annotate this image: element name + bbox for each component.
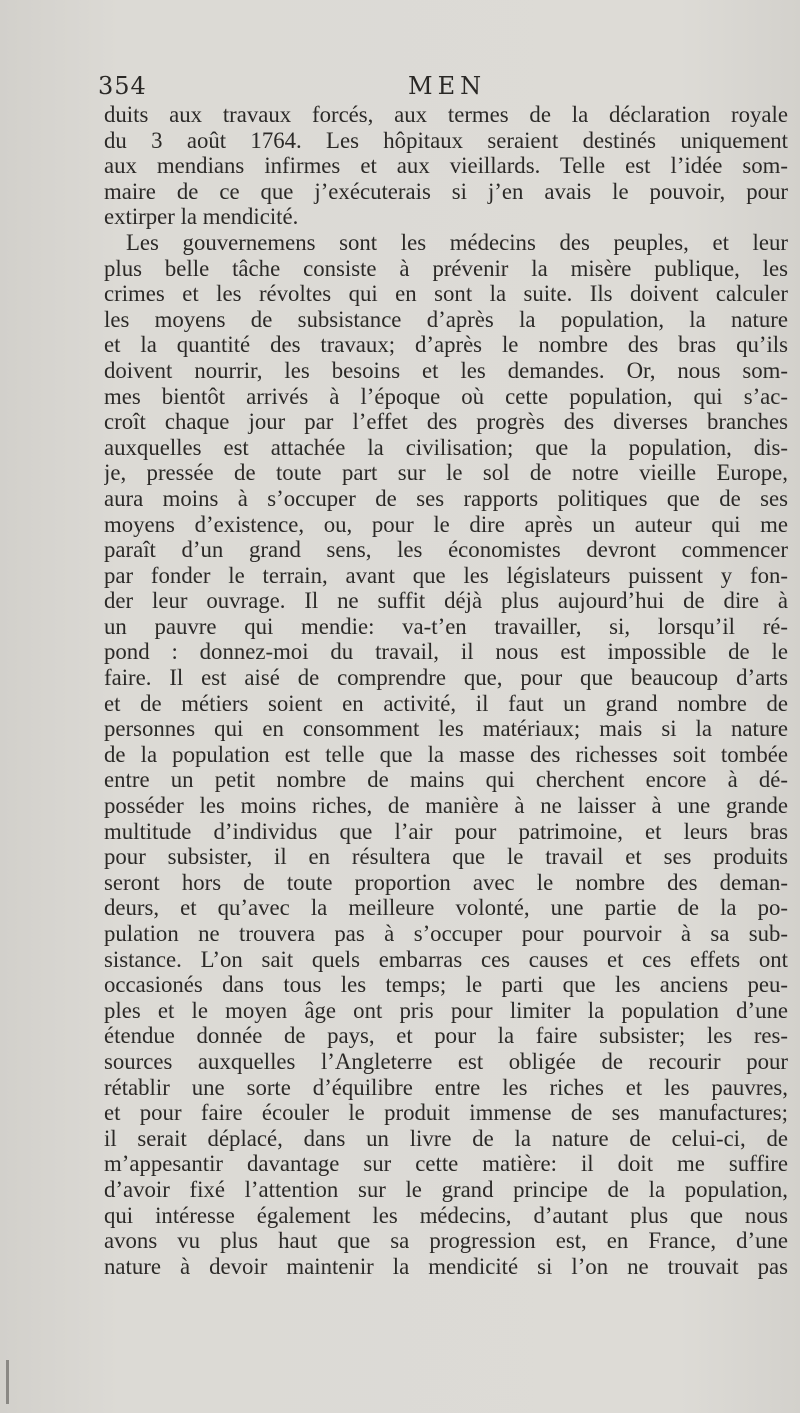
text-line: seront hors de toute proportion avec le nombre des deman- xyxy=(104,869,788,895)
text-line: rétablir une sorte d’équilibre entre les riches et les pauvres, xyxy=(104,1074,788,1100)
text-line: faire. Il est aisé de comprendre que, pour que beaucoup d’arts xyxy=(104,665,788,691)
text-line: extirper la mendicité. xyxy=(104,204,299,230)
text-line: paraît d’un grand sens, les économistes devront commencer xyxy=(104,537,788,563)
text-line: pond : donnez-moi du travail, il nous est impossible de le xyxy=(104,639,788,665)
text-line: et de métiers soient en activité, il faut un grand nombre de xyxy=(104,690,788,716)
text-line: mes bientôt arrivés à l’époque où cette population, qui s’ac- xyxy=(104,383,788,409)
text-line: doivent nourrir, les besoins et les demandes. Or, nous som- xyxy=(104,357,788,383)
text-line: d’avoir fixé l’attention sur le grand principe de la population, xyxy=(104,1176,788,1202)
text-line: aux mendians infirmes et aux vieillards. Telle est l’idée som- xyxy=(104,153,788,179)
text-line: m’appesantir davantage sur cette matière: il doit me suffire xyxy=(104,1151,788,1177)
text-line: les moyens de subsistance d’après la population, la nature xyxy=(104,306,788,332)
page-number: 354 xyxy=(98,72,147,100)
text-line: et la quantité des travaux; d’après le nombre des bras qu’ils xyxy=(104,332,788,358)
text-line: par fonder le terrain, avant que les législateurs puissent y fon- xyxy=(104,562,788,588)
text-line: sources auxquelles l’Angleterre est obligée de recourir pour xyxy=(104,1048,788,1074)
text-line: qui intéresse également les médecins, d’autant plus que nous xyxy=(104,1202,788,1228)
text-line: pour subsister, il en résultera que le travail et ses produits xyxy=(104,844,788,870)
text-line: de la population est telle que la masse des richesses soit tombée xyxy=(104,741,788,767)
text-line: ples et le moyen âge ont pris pour limiter la population d’une xyxy=(104,997,788,1023)
paragraph-start-line: Les gouvernemens sont les médecins des peuples, et leur xyxy=(126,229,788,255)
body-text xyxy=(104,102,788,1279)
text-line: auxquelles est attachée la civilisation; que la population, dis- xyxy=(104,434,788,460)
text-line: étendue donnée de pays, et pour la faire subsister; les res- xyxy=(104,1023,788,1049)
text-line: occasionés dans tous les temps; le parti que les anciens peu- xyxy=(104,972,788,998)
running-head: MEN xyxy=(408,72,487,100)
text-line: avons vu plus haut que sa progression est, en France, d’une xyxy=(104,1228,788,1254)
text-line: plus belle tâche consiste à prévenir la misère publique, les xyxy=(104,255,788,281)
text-line: pulation ne trouvera pas à s’occuper pour pourvoir à sa sub- xyxy=(104,921,788,946)
text-line: aura moins à s’occuper de ses rapports politiques que de ses xyxy=(104,485,788,511)
text-line: entre un petit nombre de mains qui cherchent encore à dé- xyxy=(104,767,788,793)
text-line: nature à devoir maintenir la mendicité si l’on ne trouvait pas xyxy=(104,1253,788,1279)
text-line: der leur ouvrage. Il ne suffit déjà plus aujourd’hui de dire à xyxy=(104,588,788,614)
text-line: personnes qui en consomment les matériaux; mais si la nature xyxy=(104,716,788,742)
text-line: moyens d’existence, ou, pour le dire après un auteur qui me xyxy=(104,511,788,537)
text-line: il serait déplacé, dans un livre de la nature de celui-ci, de xyxy=(104,1125,788,1151)
text-line: crimes et les révoltes qui en sont la suite. Ils doivent calculer xyxy=(104,281,788,307)
text-line: sistance. L’on sait quels embarras ces causes et ces effets ont xyxy=(104,946,788,972)
text-line: un pauvre qui mendie: va-t’en travailler, si, lorsqu’il ré- xyxy=(104,613,788,639)
text-line: deurs, et qu’avec la meilleure volonté, une partie de la po- xyxy=(104,895,788,921)
text-line: multitude d’individus que l’air pour patrimoine, et leurs bras xyxy=(104,818,788,844)
text-line: croît chaque jour par l’effet des progrès des diverses branches xyxy=(104,409,788,435)
margin-mark xyxy=(6,1360,9,1404)
text-line: posséder les moins riches, de manière à ne laisser à une grande xyxy=(104,793,788,819)
text-line: duits aux travaux forcés, aux termes de la déclaration royale xyxy=(104,102,788,127)
text-line: du 3 août 1764. Les hôpitaux seraient destinés uniquement xyxy=(104,127,788,153)
text-line: maire de ce que j’exécuterais si j’en avais le pouvoir, pour xyxy=(104,178,788,204)
text-line: et pour faire écouler le produit immense de ses manufactures; xyxy=(104,1100,788,1126)
text-line: je, pressée de toute part sur le sol de notre vieille Europe, xyxy=(104,460,788,486)
